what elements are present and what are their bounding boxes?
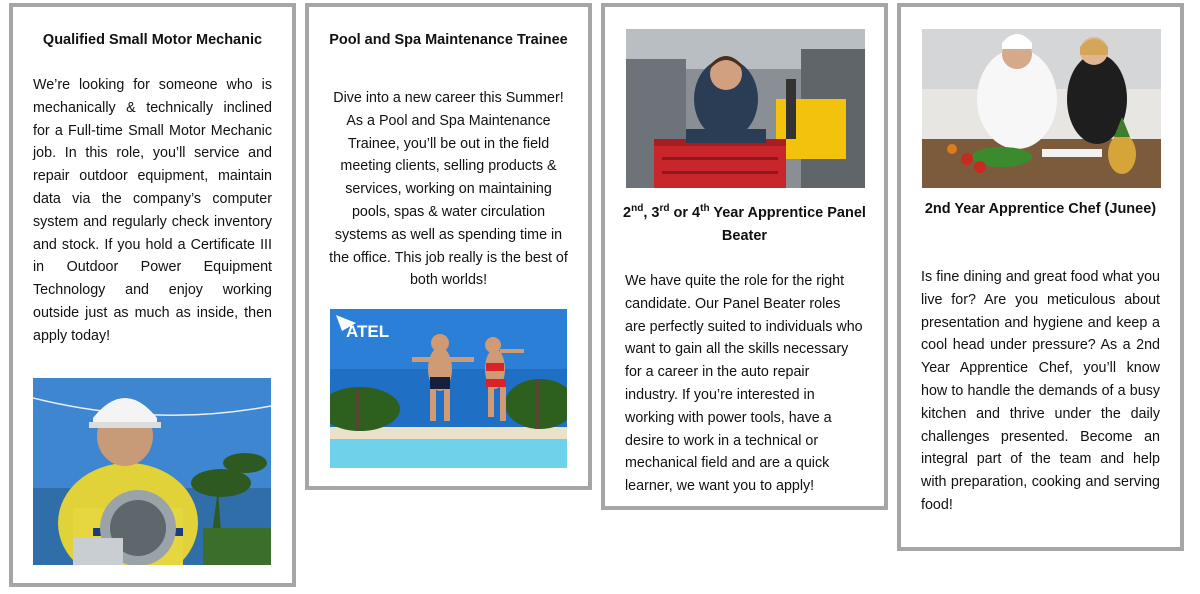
mechanic-photo	[33, 378, 271, 565]
chef-kitchen-photo	[922, 29, 1161, 188]
job-card-small-motor-mechanic	[9, 3, 296, 587]
job-description: We have quite the role for the right candidate. Our Panel Beater roles are perfectly suited to individuals who want to gain all the skills necessary for a career in the auto repair industry. If you’re interested in working with power tools, have a desire to work in a technical or mechanical field and are a quick learner, we want you to apply!	[625, 273, 863, 495]
job-description: Dive into a new career this Summer! As a Pool and Spa Maintenance Trainee, you’ll be out in the field meeting clients, selling products & services, working on maintaining pools, spas & water circulation systems as well as spending time in the office. This job really is the best of both worlds!	[329, 90, 568, 289]
pool-jump-photo	[330, 309, 567, 468]
job-card-panel-beater	[601, 3, 888, 510]
job-title: 2nd Year Apprentice Chef (Junee)	[924, 201, 1157, 217]
job-title: 2nd, 3rd or 4th Year Apprentice Panel Beater	[623, 203, 866, 244]
job-description: We’re looking for someone who is mechanically & technically inclined for a Full-time Small Motor Mechanic job. In this role, you’ll service and repair outdoor equipment, maintain data via the company’s computer system and regularly check inventory and stock. If you hold a Certificate III in Outdoor Power Equipment Technology and enjoy working outside just as much as inside, then apply today!	[33, 77, 272, 344]
atel-logo: ATEL	[346, 322, 390, 341]
job-card-pool-spa-trainee	[305, 3, 592, 490]
job-card-apprentice-chef	[897, 3, 1184, 551]
panel-beater-photo	[626, 29, 865, 188]
job-description: Is fine dining and great food what you live for? Are you meticulous about presentation and hygiene and keep a cool head under pressure? As a 2nd Year Apprentice Chef, you’ll know how to handle the demands of a busy kitchen and thrive under the daily challenges presented. Become an integral part of the team and help with preparation, cooking and serving food!	[921, 269, 1160, 513]
job-title: Pool and Spa Maintenance Trainee	[329, 32, 568, 48]
job-title: Qualified Small Motor Mechanic	[42, 32, 263, 48]
